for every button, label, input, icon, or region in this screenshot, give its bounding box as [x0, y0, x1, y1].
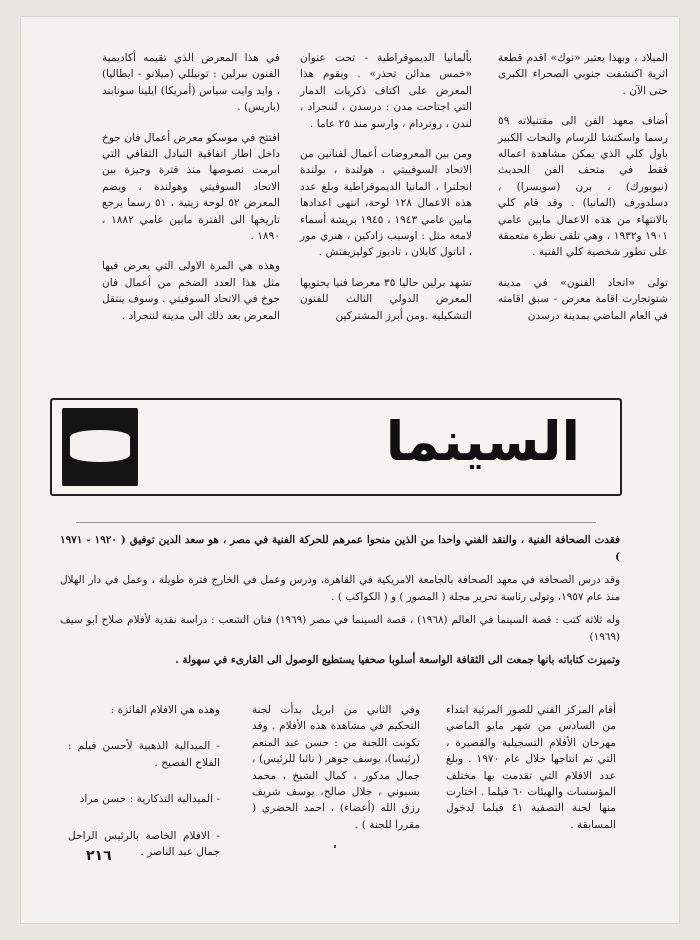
- obituary-lead: فقدت الصحافة الفنية ، والنقد الفني واحدا من الذين منحوا عمرهم للحركة الفنية في مصر ، هو سعد الدين توفيق ( ١٩٢٠ - ١٩٧١ ): [60, 534, 620, 563]
- paragraph-first-time: وهذه هي المرة الاولى التي يعرض فيها مثل هذا العدد الضخم من أعمال فان جوخ في الاتحاد السوفيتي . وسوف ينتقل المعرض بعد ذلك الى مدينة لننجراد .: [102, 260, 280, 322]
- paragraph-exhibits: ومن بين المعروضات أعمال لفنانين من الاتحاد السوفييتي ، هولندة ، بولندة انجلترا ، المانيا الديموقراطية وبلغ عدد هذه الاعمال ١٢٨ لوحة، انتهى اعدادها مابين عامي ١٩٤٣ ، ١٩٤٥ بريشة أسماء لامعة مثل : اوسيب زادكين ، هنري مور ، اناتول كابلان ، تاديوز كوليزيفتش .: [300, 148, 473, 259]
- paragraph-nok: الميلاد ، وبهذا يعتبر «نوك» اقدم قطعة اثرية اكتشفت جنوبي الصحراء الكبرى حتى الآن .: [498, 52, 668, 97]
- bottom-column-right: [446, 702, 616, 843]
- winner-memorial-medal: - الميدالية التذكارية : حسن مراد: [79, 793, 220, 806]
- screen-shape: [70, 430, 130, 462]
- paragraph-academy: في هذا المعرض الذي تقيمه أكاديمية الفنون ببرلين : تونيللي (ميلانو - ايطاليا) ، وايد وايت سياس (أمريكا) ايلينا سونابند (باريس) .: [102, 52, 280, 114]
- paragraph-festival: أقام المركز الفني للصور المرئية ابتداء من السادس من شهر مايو الماضي مهرجان الأفلام التسجيلية والقصيرة ، التي تم انتاجها خلال عام ١٩٧٠ . وبلغ عدد الافلام التي تقدمت بها مختلف المؤسسات والهيئات ٦٠ فيلما . اختارت منها لجنة التصفية ٤١ فيلما لدخول المسابقة .: [446, 704, 617, 831]
- paragraph-stuttgart: تولى «اتحاد الفنون» في مدينة شتوتجارت اقامة معرض - سبق اقامته في العام الماضي بمدينة درسدن: [498, 276, 668, 322]
- bottom-column-middle: [252, 702, 420, 843]
- page-number: ٢١٦: [86, 848, 112, 864]
- paragraph-klee: أضاف معهد الفن الى مقتنيلاته ٥٩ رسما واسكتشا للرسام والنحات الكبير باول كلي الذي يمكن مشاهدة اعماله فقط في متحف الفن الحديث (نيويورك) ، برن (سويسرا) ، دسلدورف (المانيا) . وقد قام كلي بالانتهاء من هذه الاعمال مابين عامي ١٩٠١ و١٩٣٢ ، وهي تلقى نظرة متعمقة على تطور شخصية كلي الفنية .: [498, 115, 668, 259]
- winner-special-films: - الافلام الخاصة بالرئيس الراحل جمال عبد الناصر .: [68, 829, 220, 859]
- divider: [76, 522, 596, 523]
- top-column-right: [498, 50, 668, 334]
- top-column-middle: [300, 50, 472, 334]
- obituary-style: وتميزت كتاباته بانها جمعت الى الثقافة الواسعة أسلوبا صحفيا يستطيع الوصول الى القارىء في سهولة .: [175, 654, 620, 666]
- ink-dot: [334, 845, 336, 848]
- section-title: السينما: [385, 410, 580, 473]
- winners-heading: وهذه هي الافلام الفائزة :: [110, 704, 220, 716]
- obituary-article: [60, 532, 620, 675]
- top-column-left: [102, 50, 280, 334]
- obituary-career: وقد درس الصحافة في معهد الصحافة بالجامعة الامريكية في القاهرة، ودرس وعمل في الخارج فترة طويلة ، وعمل في دار الهلال منذ عام ١٩٥٧، وتولى رئاسة تحرير مجلة ( المصور ) و ( الكواكب ) .: [60, 574, 620, 603]
- section-banner: [50, 398, 622, 496]
- paragraph-berlin: تشهد برلين حاليا ٣٥ معرضا فنيا يحتويها المعرض الدولي الثالث للفنون التشكيلية .ومن أبرز المشتركين: [300, 276, 472, 322]
- obituary-books: وله ثلاثة كتب : قصة السينما في العالم (١٩٦٨) ، قصة السينما في مصر (١٩٦٩) فنان الشعب : دراسة نقدية لأفلام صلاح ابو سيف (١٩٦٩): [60, 614, 621, 643]
- winner-gold-medal: - الميدالية الذهبية لأحسن فيلم : الفلاح الفصيح .: [68, 740, 220, 769]
- paragraph-jury: وفي الثاني من ابريل بدأت لجنة التحكيم في مشاهدة هذه الأفلام . وقد تكونت اللجنة من : حسن عبد المنعم (رئيسا)، يوسف جوهر ( نائبا للرئيس) ، جمال مدكور ، كمال الشيخ ، محمد بسيوني ، جلال صالح، يوسف شريف رزق الله (أعضاء) ، احمد الحضري ( مقررا للجنة ) .: [252, 704, 420, 831]
- film-screen-icon: [62, 408, 138, 486]
- paragraph-five-cities: بألمانيا الديموقراطية - تحت عنوان «خمس مدائن تحذر» . ويقوم هذا المعرض على اكتاف ذكريات الدمار التي اجتاحت مدن : درسدن ، لننجراد ، لندن ، روتردام ، وارسو منذ ٢٥ عاما .: [300, 52, 472, 130]
- paragraph-van-gogh: افتتح في موسكو معرض أعمال فان جوخ داخل اطار اتفاقية التبادل الثقافي التي ابرمت نصوصها منذ فترة وجيزة بين الاتحاد السوفيتي وهولندة ، ويضم المعرض ٥٢ لوحة زيتية ، ٥١ رسما يرجع تاريخها الى الفترة مابين عامي ١٨٨٢ ، ١٨٩٠ .: [102, 131, 280, 243]
